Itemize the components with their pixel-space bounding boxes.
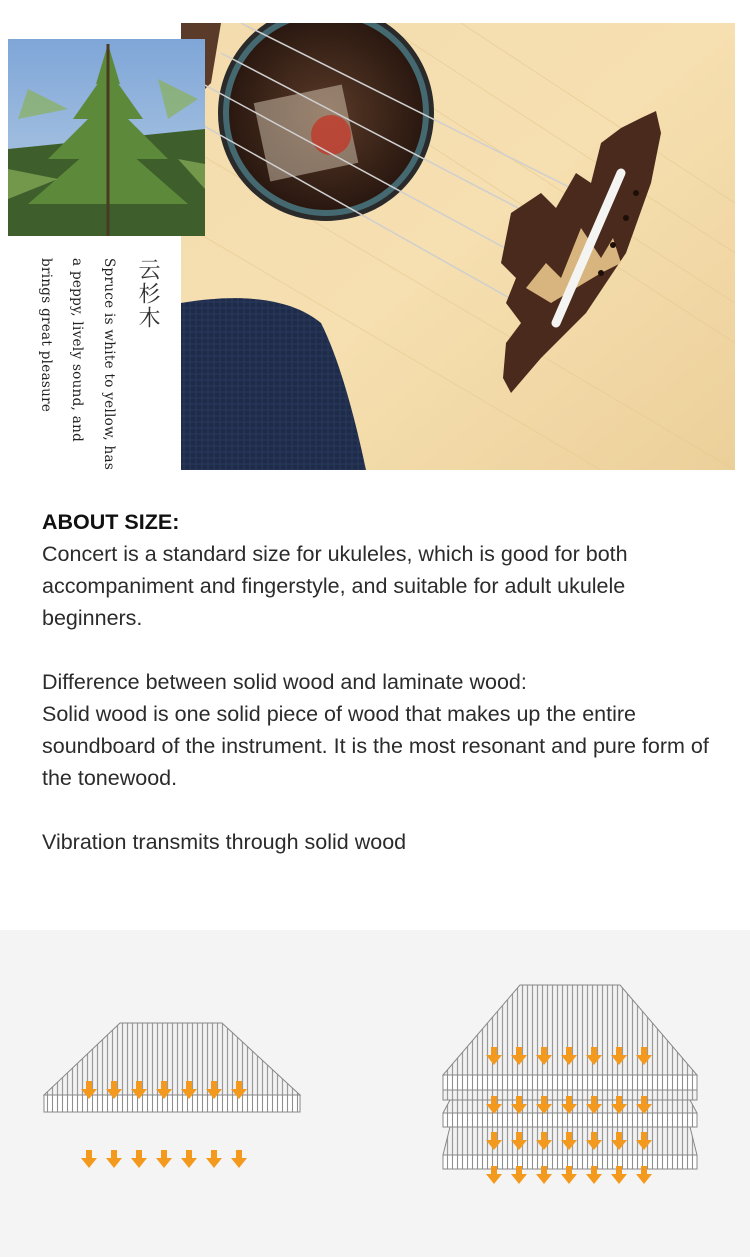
difference-description: Solid wood is one solid piece of wood that makes up the entire soundboard of the instrument. It is the most resonant and pure form of the tonewood. [42, 702, 709, 790]
difference-title: Difference between solid wood and laminate wood: [42, 670, 527, 694]
size-description: Concert is a standard size for ukuleles, which is good for both accompaniment and fingerstyle, and suitable for adult ukulele beginners. [42, 542, 628, 630]
description-block [42, 506, 722, 858]
calligraphy-title: 云杉木 [135, 258, 160, 330]
section-heading: ABOUT SIZE: [42, 510, 180, 534]
spruce-tree-image [8, 39, 205, 236]
ukulele-soundboard-image [181, 23, 735, 470]
caption-line-2: a peppy, lively sound, and [69, 258, 85, 443]
solid-wood-board [44, 1023, 300, 1168]
laminate-wood-boards [443, 985, 697, 1184]
hero-section [0, 0, 750, 480]
caption-line-1: Spruce is white to yellow, has [101, 258, 117, 471]
vibration-caption: Vibration transmits through solid wood [42, 830, 407, 854]
caption-line-3: brings great pleasure [38, 258, 54, 413]
solid-wood-arrows-bottom [81, 1150, 247, 1168]
diagram-canvas [0, 930, 750, 1257]
wood-comparison-diagram [0, 930, 750, 1257]
